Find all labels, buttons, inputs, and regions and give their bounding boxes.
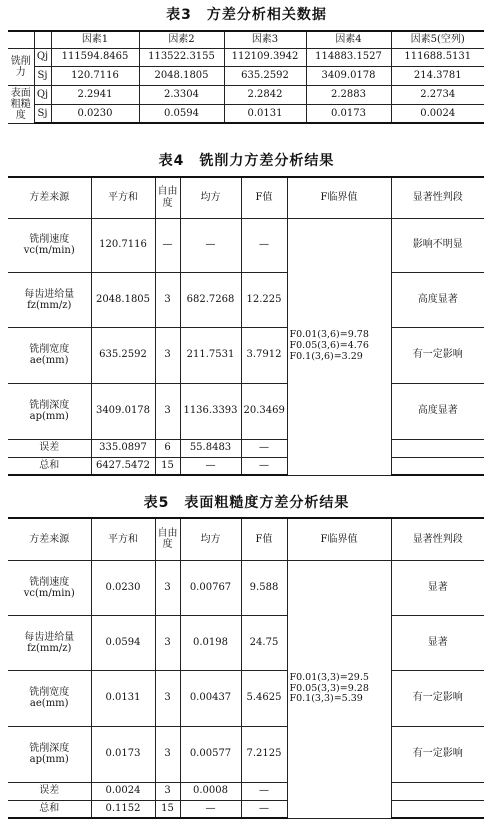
table-cell: 112109.3942 — [224, 48, 306, 66]
table-cell: 3409.0178 — [91, 383, 155, 439]
table5-f-critical-005: F0.05(3,3)=9.28 — [289, 682, 369, 694]
table-cell: 3 — [155, 615, 180, 670]
table4-header-source: 方差来源 — [8, 177, 91, 218]
table-cell: 6 — [155, 439, 180, 457]
table4-source-cell: 铣削宽度ae(mm) — [8, 327, 91, 383]
table-cell: 9.588 — [241, 560, 287, 615]
table-row — [8, 560, 484, 615]
table-cell: 211.7531 — [180, 327, 241, 383]
table5-header-sum-of-squares: 平方和 — [91, 518, 155, 560]
table-cell: 7.2125 — [241, 726, 287, 782]
table-cell: 15 — [155, 457, 180, 475]
table-cell: 3.7912 — [241, 327, 287, 383]
table-cell: — — [241, 218, 287, 272]
table4-source-cell: 铣削深度ap(mm) — [8, 383, 91, 439]
table4-header-row — [8, 177, 484, 218]
table-cell: 120.7116 — [91, 218, 155, 272]
table-cell: 2048.1805 — [139, 66, 224, 85]
table4-f-critical-005: F0.05(3,6)=4.76 — [289, 340, 369, 352]
table4-significance-cell: 有一定影响 — [391, 327, 484, 383]
table3-header-row — [8, 31, 484, 48]
table4-significance-cell: 高度显著 — [391, 383, 484, 439]
table5-source-cell: 每齿进给量fz(mm/z) — [8, 615, 91, 670]
table-row — [8, 800, 484, 818]
table-cell: 12.225 — [241, 272, 287, 327]
table-cell: 0.0008 — [180, 782, 241, 800]
table-cell: 3 — [155, 782, 180, 800]
table4-significance-cell — [391, 439, 484, 457]
table-cell: — — [241, 439, 287, 457]
table-row — [8, 457, 484, 475]
table-cell: 2.2941 — [51, 85, 139, 104]
table-cell: 682.7268 — [180, 272, 241, 327]
table-cell: 2.3304 — [139, 85, 224, 104]
table-cell: — — [180, 218, 241, 272]
table4-header-mean-square: 均方 — [180, 177, 241, 218]
table-row — [8, 615, 484, 670]
table3-row-symbol: Sj — [34, 104, 51, 123]
table-row — [8, 48, 484, 66]
table5-significance-cell: 显著 — [391, 560, 484, 615]
table-cell: 0.0230 — [91, 560, 155, 615]
table4 — [8, 176, 484, 476]
table-cell: 3 — [155, 383, 180, 439]
table4-header-dof: 自由度 — [155, 177, 180, 218]
table5-source-cell: 误差 — [8, 782, 91, 800]
table-cell: 0.00437 — [180, 670, 241, 726]
table3-header-factor4: 因素4 — [306, 31, 391, 48]
table-cell: 114883.1527 — [306, 48, 391, 66]
table-row — [8, 383, 484, 439]
table4-caption: 表4 铣削力方差分析结果 — [158, 153, 335, 169]
table5-f-critical-001: F0.01(3,3)=29.5 — [289, 671, 369, 683]
table-cell: 0.0594 — [139, 104, 224, 123]
table-row — [8, 726, 484, 782]
table-cell: 335.0897 — [91, 439, 155, 457]
table-cell: — — [241, 782, 287, 800]
table-cell: 0.0024 — [391, 104, 484, 123]
table3-header-corner — [8, 31, 34, 48]
table5-significance-cell: 有一定影响 — [391, 726, 484, 782]
table-cell: 635.2592 — [224, 66, 306, 85]
table3-header-corner2 — [34, 31, 51, 48]
table3-header-factor2: 因素2 — [139, 31, 224, 48]
table-cell: 0.00577 — [180, 726, 241, 782]
table-row — [8, 104, 484, 123]
table5-source-cell: 铣削宽度ae(mm) — [8, 670, 91, 726]
table4-significance-cell — [391, 457, 484, 475]
table5 — [8, 517, 484, 819]
table4-significance-cell: 影响不明显 — [391, 218, 484, 272]
table-cell: 3409.0178 — [306, 66, 391, 85]
table-cell: 111594.8465 — [51, 48, 139, 66]
table4-f-critical-values — [287, 218, 391, 475]
table-cell: 0.0131 — [224, 104, 306, 123]
table-row — [8, 272, 484, 327]
table-cell: 24.75 — [241, 615, 287, 670]
table-cell: 3 — [155, 726, 180, 782]
table-cell: 5.4625 — [241, 670, 287, 726]
table3-header-factor3: 因素3 — [224, 31, 306, 48]
table4-f-critical-01: F0.1(3,6)=3.29 — [289, 350, 363, 362]
table-cell: 2.2842 — [224, 85, 306, 104]
table-cell: 2048.1805 — [91, 272, 155, 327]
table-row — [8, 218, 484, 272]
table4-header-f-critical: F临界值 — [287, 177, 391, 218]
table-cell: 0.0131 — [91, 670, 155, 726]
table4-source-cell: 误差 — [8, 439, 91, 457]
table-cell: 6427.5472 — [91, 457, 155, 475]
table-cell: 3 — [155, 327, 180, 383]
table5-caption: 表5 表面粗糙度方差分析结果 — [143, 495, 350, 511]
table-cell: 113522.3155 — [139, 48, 224, 66]
table-cell: 0.00767 — [180, 560, 241, 615]
table-cell: — — [180, 457, 241, 475]
table3-header-factor5: 因素5(空列) — [391, 31, 484, 48]
table-cell: 3 — [155, 670, 180, 726]
table3-row-symbol: Qj — [34, 48, 51, 66]
table-cell: 0.0594 — [91, 615, 155, 670]
table-row — [8, 85, 484, 104]
table5-header-mean-square: 均方 — [180, 518, 241, 560]
table5-source-cell: 铣削速度vc(m/min) — [8, 560, 91, 615]
table5-significance-cell — [391, 782, 484, 800]
table5-significance-cell: 有一定影响 — [391, 670, 484, 726]
table-cell: — — [155, 218, 180, 272]
table-cell: — — [241, 457, 287, 475]
table5-header-source: 方差来源 — [8, 518, 91, 560]
table-cell: 0.0230 — [51, 104, 139, 123]
table-cell: 0.0173 — [306, 104, 391, 123]
table4-source-cell: 铣削速度vc(m/min) — [8, 218, 91, 272]
table-cell: 0.0198 — [180, 615, 241, 670]
table-cell: 0.0173 — [91, 726, 155, 782]
table5-significance-cell: 显著 — [391, 615, 484, 670]
table4-header-sum-of-squares: 平方和 — [91, 177, 155, 218]
table-cell: 120.7116 — [51, 66, 139, 85]
table-cell: 3 — [155, 560, 180, 615]
table3 — [8, 30, 484, 124]
table-row — [8, 327, 484, 383]
table-cell: 635.2592 — [91, 327, 155, 383]
table5-header-f-value: F值 — [241, 518, 287, 560]
table-cell: 0.0024 — [91, 782, 155, 800]
table-cell: 2.2734 — [391, 85, 484, 104]
table-cell: 55.8483 — [180, 439, 241, 457]
table-row — [8, 670, 484, 726]
table5-header-significance: 显著性判段 — [391, 518, 484, 560]
table5-header-row — [8, 518, 484, 560]
table-cell: 15 — [155, 800, 180, 818]
table3-row-symbol: Sj — [34, 66, 51, 85]
table-row — [8, 66, 484, 85]
table5-f-critical-values — [287, 560, 391, 818]
table4-significance-cell: 高度显著 — [391, 272, 484, 327]
table3-row-symbol: Qj — [34, 85, 51, 104]
table-row — [8, 782, 484, 800]
table4-source-cell: 每齿进给量fz(mm/z) — [8, 272, 91, 327]
table5-significance-cell — [391, 800, 484, 818]
table4-f-critical-001: F0.01(3,6)=9.78 — [289, 329, 369, 341]
table3-header-factor1: 因素1 — [51, 31, 139, 48]
table-cell: 20.3469 — [241, 383, 287, 439]
table5-f-critical-01: F0.1(3,3)=5.39 — [289, 693, 363, 705]
table-cell: 1136.3393 — [180, 383, 241, 439]
table-cell: 214.3781 — [391, 66, 484, 85]
table4-header-significance: 显著性判段 — [391, 177, 484, 218]
table-cell: — — [241, 800, 287, 818]
table5-header-dof: 自由度 — [155, 518, 180, 560]
table-cell: 3 — [155, 272, 180, 327]
table3-group-surface-roughness: 表面粗糙度 — [8, 85, 34, 123]
table3-group-milling-force: 铣削力 — [8, 48, 34, 85]
table-cell: 0.1152 — [91, 800, 155, 818]
table-cell: 111688.5131 — [391, 48, 484, 66]
table3-caption: 表3 方差分析相关数据 — [166, 7, 327, 23]
table5-source-cell: 铣削深度ap(mm) — [8, 726, 91, 782]
table4-header-f-value: F值 — [241, 177, 287, 218]
table-row — [8, 439, 484, 457]
table5-source-cell: 总和 — [8, 800, 91, 818]
table4-source-cell: 总和 — [8, 457, 91, 475]
table-cell: 2.2883 — [306, 85, 391, 104]
table5-header-f-critical: F临界值 — [287, 518, 391, 560]
table-cell: — — [180, 800, 241, 818]
